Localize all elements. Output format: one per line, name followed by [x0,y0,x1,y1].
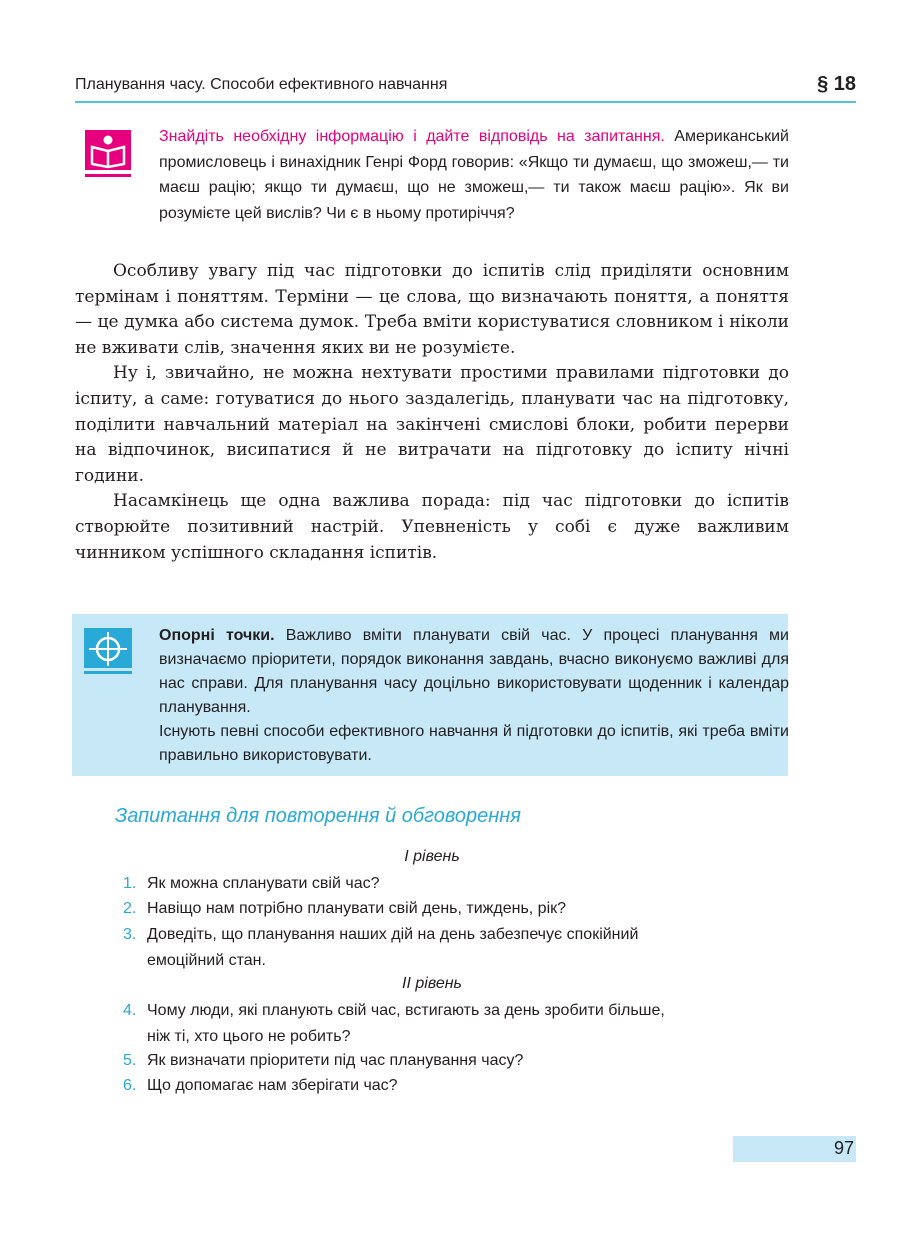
question-text: Чому люди, які планують свій час, встигають за день зробити більше, [147,1002,665,1019]
question-text: Навіщо нам потрібно планувати свій день, тиждень, рік? [147,900,567,917]
level-1-label: I рівень [404,848,460,865]
question-text: Що допомагає нам зберігати час? [147,1077,398,1094]
question-number: 5. [123,1052,137,1069]
page-header [75,70,856,100]
question-3 [123,922,789,973]
key-points-line-1 [159,624,789,720]
paragraph-1: Особливу увагу під час підготовки до іспитів слід приділяти основним термінам і поняттям. Терміни — це слова, що визначають поняття, а поняття — це думка або система думок. Треба вміти користуватися словником і ніколи не вживати слів, значення яких ви не розумієте. [75,261,789,358]
section-number: § 18 [817,73,856,95]
question-number: 3. [123,926,137,943]
crosshair-icon [84,628,132,674]
key-points-text-2: Існують певні способи ефективного навчання й підготовки до іспитів, які треба вміти правильно використовувати. [159,723,789,764]
question-2 [123,896,789,922]
key-points-label: Опорні точки. [159,627,275,644]
question-6 [123,1073,789,1099]
question-1 [123,871,789,897]
reading-person-icon [85,130,131,180]
paragraph-2: Ну і, звичайно, не можна нехтувати простими правилами підготовки до іспиту, а саме: готуватися до нього заздалегідь, планувати час на підготовку, поділити навчальний матеріал на закінчені смислові блоки, робити перерви на відпочинок, висипатися й не витрачати на підготовку до іспиту нічні години. [75,363,789,486]
question-number: 4. [123,1002,137,1019]
main-text [75,259,789,566]
level-2-label: II рівень [402,975,462,992]
question-text: Доведіть, що планування наших дій на день забезпечує спокійний [147,926,639,943]
question-text-continued: ніж ті, хто цього не робить? [147,1027,351,1045]
header-title: Планування часу. Способи ефективного навчання [75,76,448,93]
question-4 [123,998,789,1049]
header-divider [75,101,856,103]
question-number: 6. [123,1077,137,1094]
question-number: 1. [123,875,137,892]
question-number: 2. [123,900,137,917]
question-text-continued: емоційний стан. [147,951,266,969]
question-text: Як можна спланувати свій час? [147,875,380,892]
questions-heading: Запитання для повторення й обговорення [115,805,521,827]
task-lead: Знайдіть необхідну інформацію і дайте відповідь на запитання. [159,128,665,145]
question-text: Як визначати пріоритети під час планування часу? [147,1052,524,1069]
task-body: Американський промисловець і винахідник Генрі Форд говорив: «Якщо ти думаєш, що зможеш,— ти маєш рацію; якщо ти думаєш, що не зможеш,— ти також маєш рацію». Як ви розумієте цей вислів? Чи є в ньому протиріччя? [159,128,789,222]
page-number: 97 [833,1138,854,1158]
key-points-text [159,624,789,768]
paragraph-3: Насамкінець ще одна важлива порада: під час підготовки до іспитів створюйте позитивний настрій. Упевненість у собі є дуже важливим чинником успішного складання іспитів. [75,491,789,563]
question-5 [123,1048,789,1074]
key-points-text-1: Важливо вміти планувати свій час. У процесі планування ми визначаємо пріоритети, порядок виконання завдань, вчасно виконуємо важливі для нас справи. Для планування часу доцільно використовувати щоденник і календар планування. [159,627,789,716]
task-paragraph [159,124,789,226]
